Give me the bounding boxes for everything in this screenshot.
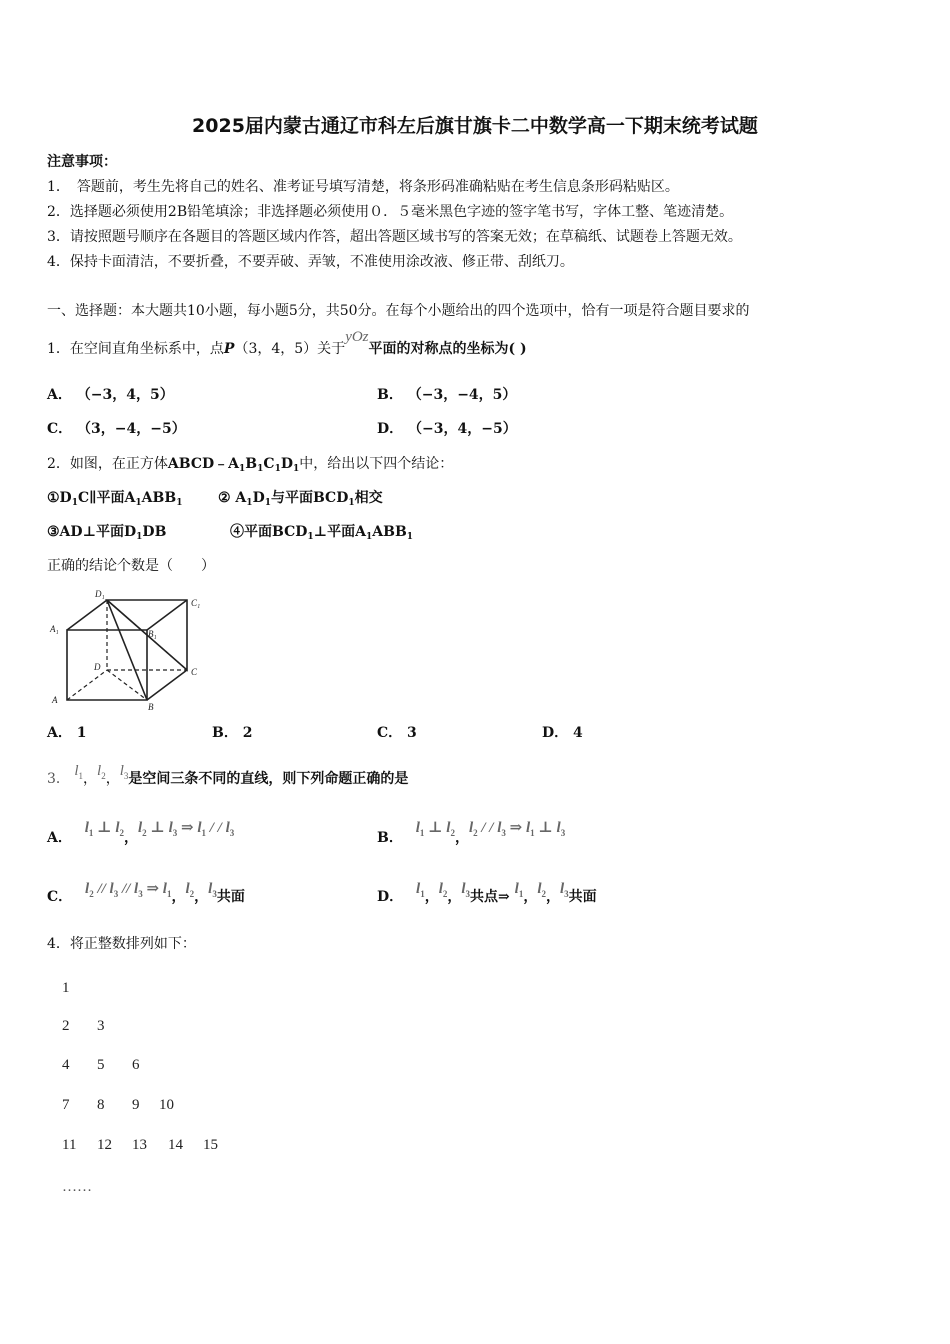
option-label: D． — [377, 889, 404, 905]
q2-stem-pre: 2．如图，在正方体 — [47, 456, 168, 472]
q2-prompt: 正确的结论个数是（ ） — [47, 558, 215, 574]
notice-item-4: 4．保持卡面清洁，不要折叠，不要弄破、弄皱，不准使用涂改液、修正带、刮纸刀。 — [47, 254, 574, 270]
option-text: （−3，4，−5） — [408, 421, 517, 437]
q3-option-c[interactable]: C． $l_2 // l_3 // l_3$ ⇒ $l_1$，$l_2$，$l_3$共面 — [47, 881, 245, 905]
option-text: （−3，−4，5） — [407, 387, 517, 403]
q3-stem: 是空间三条不同的直线，则下列命题正确的是 — [128, 771, 409, 787]
cube-label-d1: D₁ — [95, 589, 105, 599]
option-text: 1 — [76, 725, 87, 741]
option-label: C． — [47, 889, 73, 905]
q2-option-a[interactable] — [47, 724, 87, 742]
c3-text: ⊥平面 — [82, 524, 125, 540]
option-text: 4 — [573, 725, 583, 741]
q2-conclusion-4: ④平面$BCD_1\perp$平面$A_1ABB_1$ — [230, 524, 414, 542]
q1-point: P — [223, 341, 235, 357]
ellipsis: …… — [62, 1179, 92, 1195]
q2-option-b[interactable] — [212, 724, 252, 742]
option-label: B． — [377, 387, 403, 403]
option-text: 3 — [407, 725, 417, 741]
q2-option-c[interactable] — [377, 724, 417, 742]
notice-heading: 注意事项： — [47, 154, 117, 170]
option-label: C． — [47, 421, 73, 437]
section-heading: 一、选择题：本大题共10小题，每小题5分，共50分。在每个小题给出的四个选项中，恰有一项是符合题目要求的 — [47, 303, 750, 319]
number-cell: 2 — [62, 1018, 70, 1034]
c2-text: 与平面 — [270, 490, 313, 506]
number-cell: 7 — [62, 1097, 70, 1113]
q3-num: 3． — [47, 771, 70, 787]
question-2-stem: 2．如图，在正方体$ABCD﹣A_1B_1C_1D_1$中，给出以下四个结论： — [47, 456, 454, 474]
q2-conclusion-2: ② $A_1D_1$与平面$BCD_1$相交 — [218, 490, 383, 508]
number-cell: 1 — [62, 980, 70, 996]
notice-item-2: 2．选择题必须使用2B铅笔填涂；非选择题必须使用０．５毫米黑色字迹的签字笔书写，字体工整、笔迹清楚。 — [47, 204, 734, 220]
option-label: A． — [47, 725, 72, 741]
q2-stem-post: 中，给出以下四个结论： — [299, 456, 454, 472]
question-4-stem: 4．将正整数排列如下： — [47, 936, 196, 952]
option-text: （3，−4，−5） — [77, 421, 186, 437]
option-text: 2 — [242, 725, 253, 741]
q1-coords: （3，4，5）关于 — [234, 341, 346, 357]
number-cell: 9 — [132, 1097, 140, 1113]
concurrent-text: 共点 — [470, 889, 499, 905]
question-3-stem: 3． $l_1$，$l_2$，$l_3$是空间三条不同的直线，则下列命题正确的是 — [47, 763, 409, 787]
question-1-stem — [47, 329, 527, 358]
option-label: B． — [212, 725, 238, 741]
q2-option-d[interactable] — [542, 724, 583, 742]
q2-conclusion-3: ③AD⊥平面$D_1DB$ — [47, 524, 167, 542]
notice-item-1: 1． 答题前，考生先将自己的姓名、准考证号填写清楚，将条形码准确粘贴在考生信息条形码粘贴区。 — [47, 179, 679, 195]
number-cell: 10 — [159, 1097, 174, 1113]
q3-option-d[interactable]: D． $l_1$，$l_2$，$l_3$共点⇒ $l_1$，$l_2$，$l_3$共面 — [377, 881, 597, 905]
q1-option-b[interactable] — [377, 386, 516, 404]
number-cell: 13 — [132, 1137, 147, 1153]
option-label: D． — [542, 725, 569, 741]
number-cell: 8 — [97, 1097, 105, 1113]
q1-option-c[interactable] — [47, 420, 186, 438]
number-cell: 15 — [203, 1137, 218, 1153]
option-label: D． — [377, 421, 404, 437]
q1-pre: 1．在空间直角坐标系中，点 — [47, 341, 224, 357]
q1-option-d[interactable] — [377, 420, 517, 438]
c1-text: 平面 — [96, 490, 125, 506]
cube-label-a: A — [52, 695, 58, 705]
notice-item-3: 3．请按照题号顺序在各题目的答题区域内作答，超出答题区域书写的答案无效；在草稿纸、试题卷上答题无效。 — [47, 229, 742, 245]
cube-label-c1: C₁ — [191, 598, 201, 608]
c4-pre: ④平面 — [230, 524, 272, 540]
number-cell: 5 — [97, 1057, 105, 1073]
q3-option-b[interactable]: B． $l_1$ ⊥ $l_2$，$l_2$ / / $l_3$ ⇒ $l_1$ ⊥ $l_3$ — [377, 820, 566, 846]
number-cell: 6 — [132, 1057, 140, 1073]
q1-post: 平面的对称点的坐标为( ) — [368, 341, 527, 357]
option-label: C． — [377, 725, 403, 741]
option-label: B． — [377, 830, 403, 846]
cube-label-b1: B₁ — [148, 629, 157, 639]
number-cell: 11 — [62, 1137, 77, 1153]
number-cell: 4 — [62, 1057, 70, 1073]
coplanar-text: 共面 — [216, 889, 245, 905]
option-label: A． — [47, 387, 72, 403]
cube-label-b: B — [148, 702, 154, 712]
cube-label-a1: A₁ — [50, 624, 59, 634]
cube-label-c: C — [191, 667, 198, 677]
coplanar-text: 共面 — [568, 889, 597, 905]
number-cell: 3 — [97, 1018, 105, 1034]
q3-option-a[interactable]: A． $l_1$ ⊥ $l_2$，$l_2$ ⊥ $l_3$ ⇒ $l_1$ / / $l_3$ — [47, 820, 235, 846]
number-cell: 12 — [97, 1137, 112, 1153]
q2-conclusion-1: $①D_1C\parallel$平面$A_1ABB_1$ — [47, 490, 183, 508]
cube-figure — [47, 585, 217, 715]
c4-mid: ⊥平面 — [313, 524, 356, 540]
page-title: 2025届内蒙古通辽市科左后旗甘旗卡二中数学高一下期末统考试题 — [192, 115, 758, 137]
option-text: （−3，4，5） — [76, 387, 174, 403]
q1-plane: yOz — [345, 329, 369, 345]
option-label: A． — [47, 830, 72, 846]
cube-label-d: D — [94, 662, 101, 672]
number-cell: 14 — [168, 1137, 183, 1153]
c2-post: 相交 — [354, 490, 383, 506]
q1-option-a[interactable] — [47, 386, 174, 404]
